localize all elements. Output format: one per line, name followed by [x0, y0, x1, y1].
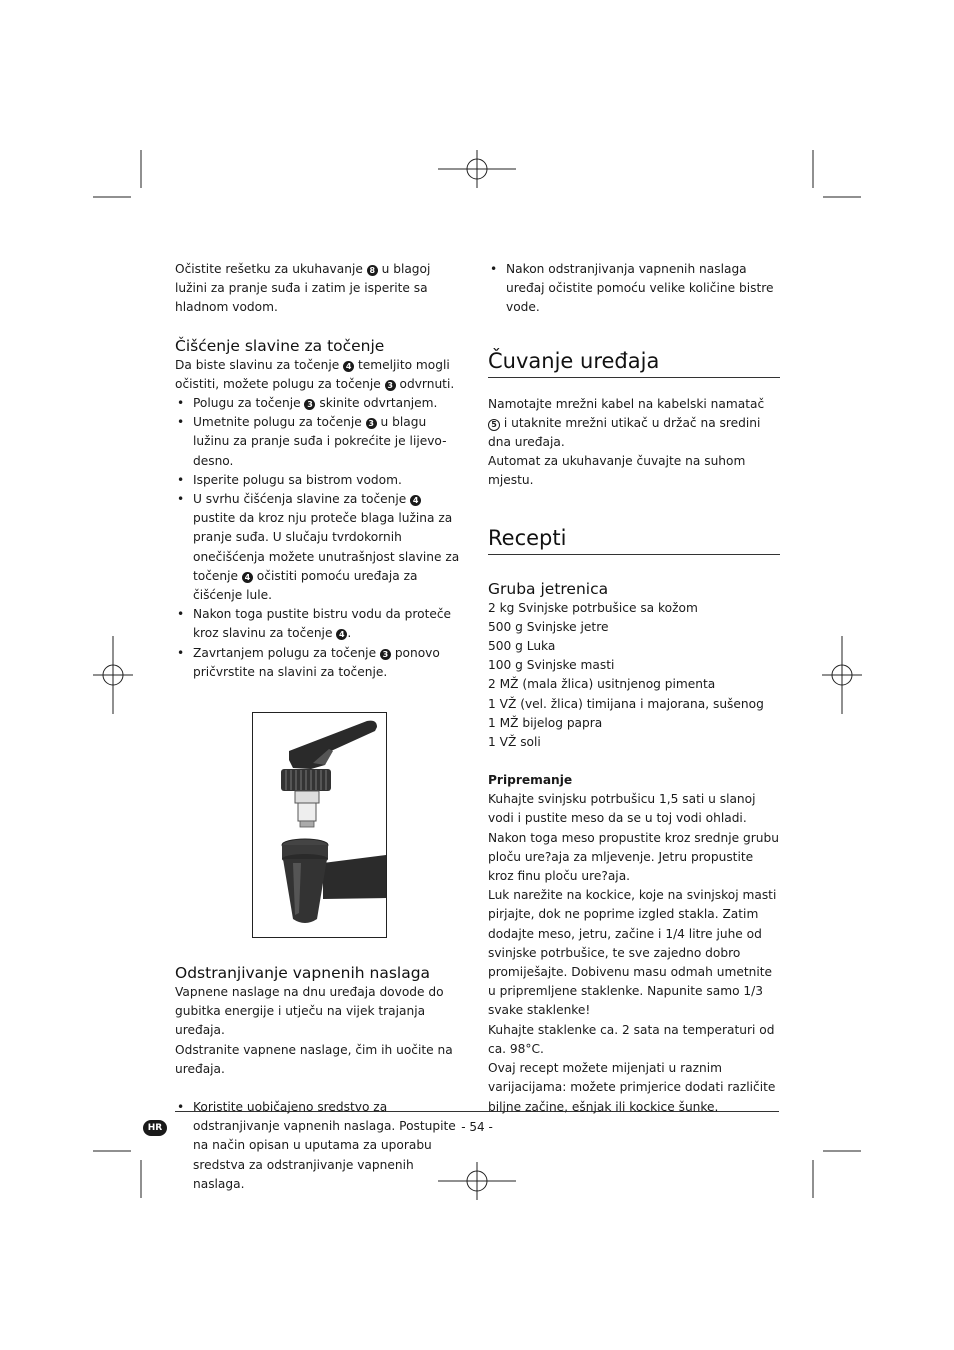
text: pustite da kroz nju proteče blaga lužina za pranje suđa. U slučaju tvrdokornih onečišćenja možete unutrašnjost slavine za točenje: [193, 511, 460, 583]
text: Umetnite polugu za točenje: [193, 415, 362, 430]
text: Namotajte mrežni kabel na kabelski namatač: [488, 396, 765, 411]
text: Da biste slavinu za točenje: [175, 357, 340, 372]
text: očistiti pomoću uređaja za čišćenje lule.: [193, 568, 418, 603]
section-heading-tap-cleaning: Čišćenje slavine za točenje: [175, 336, 385, 355]
preparation-paragraph: Kuhajte svinjsku potrbušicu 1,5 sati u slanoj vodi i pustite meso da se u toj vodi ohladi. Nakon toga meso propustite kroz srednje grubu ploču ure?aja za mljevenje. Jetru propustite kroz finu ploču ure?aja.: [488, 792, 779, 884]
ingredient-item: 2 MŽ (mala žlica) usitnjenog pimenta: [488, 677, 716, 692]
list-item: [175, 605, 465, 643]
intro-text: u blagoj lužini za pranje suđa i zatim je isperite sa hladnom vodom.: [175, 262, 431, 315]
text: Nakon toga pustite bistru vodu da proteče kroz slavinu za točenje: [193, 607, 452, 641]
ingredient-item: 1 VŽ (vel. žlica) timijana i majorana, sušenog: [488, 696, 764, 711]
descaling-steps-continued: [488, 260, 780, 318]
part-number-icon: 4: [242, 572, 253, 583]
text: U svrhu čišćenja slavine za točenje: [193, 492, 407, 507]
preparation-paragraph: Ovaj recept možete mijenjati u raznim varijacijama: možete primjerice dodati različite biljne začine, ešnjak ili kockice šunke.: [488, 1061, 776, 1114]
text: skinite odvrtanjem.: [319, 396, 438, 411]
ingredient-item: 500 g Svinjske jetre: [488, 619, 609, 634]
footer-divider: [175, 1111, 779, 1112]
part-number-icon: 8: [367, 265, 378, 276]
tap-illustration: [252, 712, 387, 938]
text: u blagu lužinu za pranje suđa i pokrećite je lijevo-desno.: [193, 415, 447, 468]
part-number-icon: 5: [488, 419, 500, 431]
tap-cleaning-steps: [175, 394, 465, 682]
right-column: [488, 260, 780, 1117]
list-item: [175, 394, 465, 413]
tap-drawing: [253, 713, 386, 937]
ingredient-item: 1 MŽ bijelog papra: [488, 715, 603, 730]
list-item: [175, 413, 465, 471]
preparation-heading: Pripremanje: [488, 773, 573, 788]
page-number: - 54 -: [461, 1120, 493, 1134]
list-item: [175, 644, 465, 682]
part-number-icon: 3: [380, 649, 391, 660]
list-item: • Isperite polugu sa bistrom vodom.: [175, 471, 465, 490]
text: odvrnuti.: [399, 376, 455, 391]
text: ponovo pričvrstite na slavini za točenje.: [193, 645, 440, 679]
text: Polugu za točenje: [193, 396, 301, 411]
intro-text: Očistite rešetku za ukuhavanje: [175, 262, 363, 276]
preparation-paragraph: Kuhajte staklenke ca. 2 sata na temperaturi od ca. 98°C.: [488, 1022, 775, 1056]
part-number-icon: 3: [366, 418, 377, 429]
preparation-paragraph: Luk narežite na kockice, koje na svinjskoj masti pirjajte, dok ne poprime izgled stakla. Zatim dodajte meso, jetru, začine i 1/4 litre juhe od svinjske potrbušice, te sve zajedno dobro promiješajte. Dobivenu masu odmah umetnite u pripremljene staklenke. Napunite samo 1/3 svake staklenke!: [488, 888, 777, 1018]
part-number-icon: 3: [304, 399, 315, 410]
language-badge: HR: [143, 1120, 167, 1136]
list-item: • Nakon odstranjivanja vapnenih naslaga uređaj očistite pomoću velike količine bistre vode.: [488, 260, 780, 318]
descaling-paragraph-1: Vapnene naslage na dnu uređaja dovode do gubitka energije i utječu na vijek trajanja uređaja.: [175, 985, 444, 1038]
text: i utaknite mrežni utikač u držač na sredini dna uređaja.: [488, 415, 761, 450]
section-heading-recipes: Recepti: [488, 525, 780, 555]
tap-cleaning-intro: [175, 356, 465, 394]
descaling-paragraph-2: Odstranite vapnene naslage, čim ih uočite na uređaja.: [175, 1042, 453, 1076]
list-item: • Koristite uobičajeno sredstvo za odstranjivanje vapnenih naslaga. Postupite na način opisan u uputama za uporabu sredstva za odstranjivanje vapnenih naslaga.: [175, 1098, 465, 1194]
section-heading-descaling: Odstranjivanje vapnenih naslaga: [175, 964, 431, 983]
ingredient-item: 500 g Luka: [488, 639, 556, 654]
recipe-title: Gruba jetrenica: [488, 579, 609, 598]
ingredient-list: [488, 599, 780, 753]
section-heading-storage: Čuvanje uređaja: [488, 348, 780, 378]
text: Zavrtanjem polugu za točenje: [193, 645, 377, 660]
ingredient-item: 2 kg Svinjske potrbušice sa kožom: [488, 600, 698, 615]
part-number-icon: 3: [385, 380, 396, 391]
descaling-steps: [175, 1098, 465, 1194]
part-number-icon: 4: [336, 629, 347, 640]
list-item: [175, 490, 465, 605]
intro-paragraph: [175, 260, 465, 318]
left-column: [175, 260, 465, 1194]
text: .: [347, 626, 352, 641]
part-number-icon: 4: [343, 361, 354, 372]
ingredient-item: 100 g Svinjske masti: [488, 658, 615, 673]
storage-paragraph-1: [488, 395, 780, 453]
ingredient-item: 1 VŽ soli: [488, 735, 541, 750]
part-number-icon: 4: [410, 495, 421, 506]
storage-paragraph-2: Automat za ukuhavanje čuvajte na suhom mjestu.: [488, 454, 746, 488]
text: temeljito mogli očistiti, možete polugu za točenje: [175, 357, 450, 391]
